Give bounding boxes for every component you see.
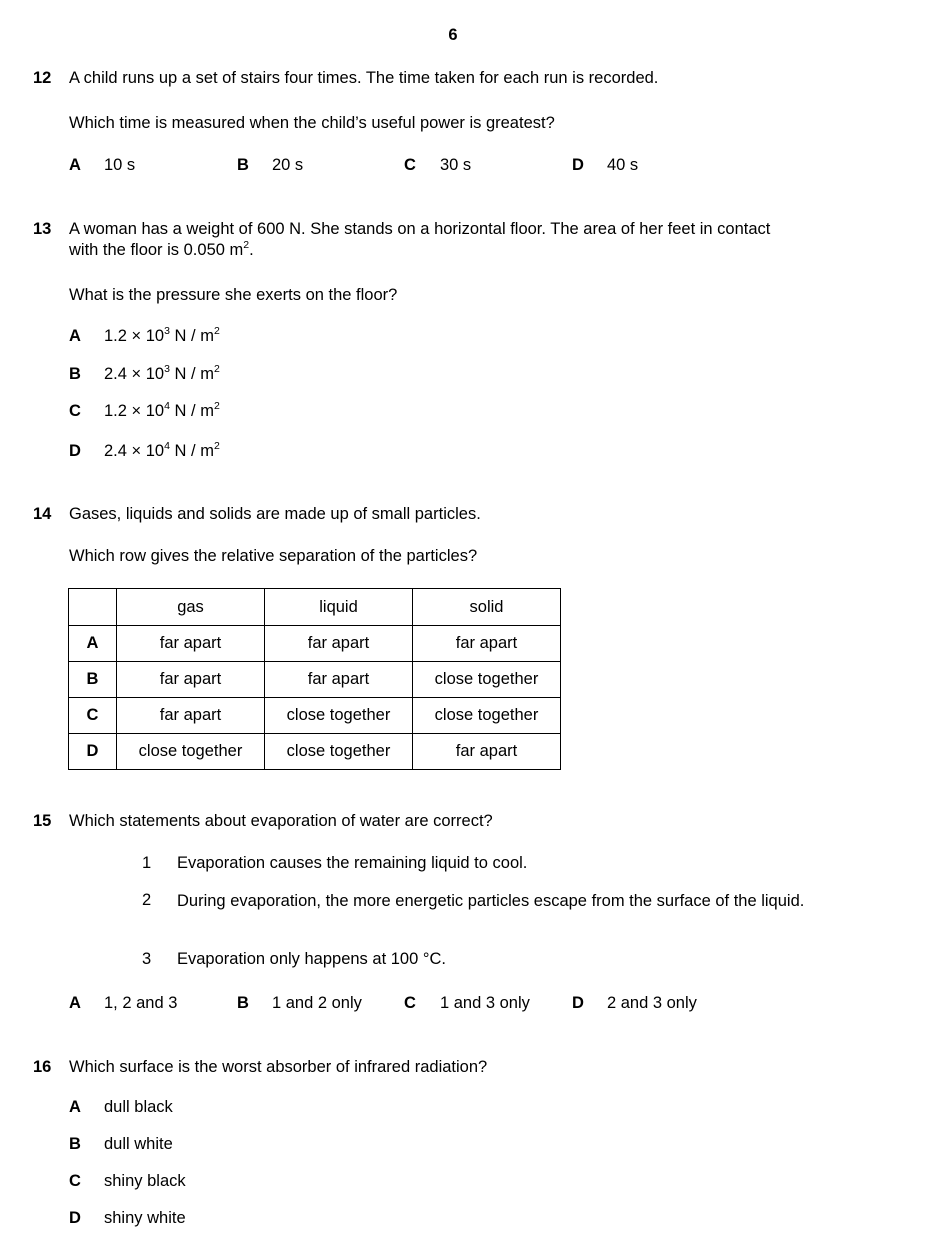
statement-2-text: During evaporation, the more energetic particles escape from the surface of the liquid. xyxy=(177,892,805,910)
q12-option-b: 20 s xyxy=(272,156,304,174)
table-cell: far apart xyxy=(117,698,265,734)
question-14-text: Gases, liquids and solids are made up of small particles. xyxy=(69,505,481,523)
table-row-letter: A xyxy=(69,626,117,662)
question-16-prompt: Which surface is the worst absorber of infrared radiation? xyxy=(69,1058,488,1076)
q16-option-a: dull black xyxy=(104,1098,173,1116)
q16-option-b: dull white xyxy=(104,1135,173,1153)
q12-option-c-letter: C xyxy=(404,156,416,174)
q13-option-d-letter: D xyxy=(69,442,81,460)
table-row-letter: B xyxy=(69,662,117,698)
table-row xyxy=(69,734,561,770)
question-12-text: A child runs up a set of stairs four times. The time taken for each run is recorded. xyxy=(69,69,659,87)
table-row-letter: C xyxy=(69,698,117,734)
q13-option-a-letter: A xyxy=(69,327,81,345)
table-cell: far apart xyxy=(413,734,561,770)
statement-1-number: 1 xyxy=(142,854,152,872)
page-number: 6 xyxy=(448,26,458,44)
q15-option-b-letter: B xyxy=(237,994,249,1012)
table-header-gas: gas xyxy=(117,589,265,626)
q15-option-b: 1 and 2 only xyxy=(272,994,362,1012)
table-row xyxy=(69,626,561,662)
question-15-number: 15 xyxy=(33,812,52,830)
table-row xyxy=(69,662,561,698)
q16-option-d: shiny white xyxy=(104,1209,186,1227)
table-cell: far apart xyxy=(413,626,561,662)
q12-option-c: 30 s xyxy=(440,156,472,174)
question-13-prompt: What is the pressure she exerts on the floor? xyxy=(69,286,398,304)
table-cell: close together xyxy=(265,734,413,770)
q12-option-d: 40 s xyxy=(607,156,639,174)
question-14-prompt: Which row gives the relative separation of the particles? xyxy=(69,547,478,565)
q16-option-d-letter: D xyxy=(69,1209,81,1227)
question-16-number: 16 xyxy=(33,1058,52,1076)
statement-1-text: Evaporation causes the remaining liquid to cool. xyxy=(177,854,528,872)
question-14-number: 14 xyxy=(33,505,52,523)
q15-option-c-letter: C xyxy=(404,994,416,1012)
q15-option-c: 1 and 3 only xyxy=(440,994,530,1012)
statement-2-number: 2 xyxy=(142,891,152,909)
q13-option-c: $1.2 \times 10^4$ N / $m^2$ xyxy=(104,400,220,420)
table-row-letter: D xyxy=(69,734,117,770)
question-12-prompt: Which time is measured when the child’s useful power is greatest? xyxy=(69,114,555,132)
question-13-text-line2: with the floor is 0.050 $m^2$. xyxy=(69,239,254,259)
table-cell: close together xyxy=(413,698,561,734)
q16-option-b-letter: B xyxy=(69,1135,81,1153)
table-row xyxy=(69,698,561,734)
particle-separation-table xyxy=(68,588,561,770)
q16-option-c: shiny black xyxy=(104,1172,186,1190)
question-12-number: 12 xyxy=(33,69,52,87)
q13-option-b: $2.4 \times 10^3$ N / $m^2$ xyxy=(104,363,220,383)
q13-option-c-letter: C xyxy=(69,402,81,420)
table-header-solid: solid xyxy=(413,589,561,626)
table-cell: far apart xyxy=(265,662,413,698)
q15-option-a-letter: A xyxy=(69,994,81,1012)
table-cell: far apart xyxy=(117,626,265,662)
q15-option-d-letter: D xyxy=(572,994,584,1012)
q12-option-d-letter: D xyxy=(572,156,584,174)
table-cell: close together xyxy=(413,662,561,698)
q12-option-a: 10 s xyxy=(104,156,136,174)
table-cell: close together xyxy=(265,698,413,734)
table-corner-cell xyxy=(69,589,117,626)
q12-option-b-letter: B xyxy=(237,156,249,174)
statement-3-number: 3 xyxy=(142,950,152,968)
q12-option-a-letter: A xyxy=(69,156,81,174)
table-cell: far apart xyxy=(117,662,265,698)
q15-option-a: 1, 2 and 3 xyxy=(104,994,178,1012)
question-13-number: 13 xyxy=(33,220,52,238)
table-cell: close together xyxy=(117,734,265,770)
q13-option-a: $1.2 \times 10^3$ N / $m^2$ xyxy=(104,325,220,345)
statement-3-text: Evaporation only happens at 100 °C. xyxy=(177,950,446,968)
question-15-prompt: Which statements about evaporation of water are correct? xyxy=(69,812,493,830)
q13-option-b-letter: B xyxy=(69,365,81,383)
q13-option-d: $2.4 \times 10^4$ N / $m^2$ xyxy=(104,440,220,460)
question-13-text-line1: A woman has a weight of 600 N. She stands on a horizontal floor. The area of her feet in contact xyxy=(69,220,771,238)
q16-option-c-letter: C xyxy=(69,1172,81,1190)
table-header-liquid: liquid xyxy=(265,589,413,626)
table-header-row xyxy=(69,589,561,626)
q15-option-d: 2 and 3 only xyxy=(607,994,697,1012)
q16-option-a-letter: A xyxy=(69,1098,81,1116)
table-cell: far apart xyxy=(265,626,413,662)
